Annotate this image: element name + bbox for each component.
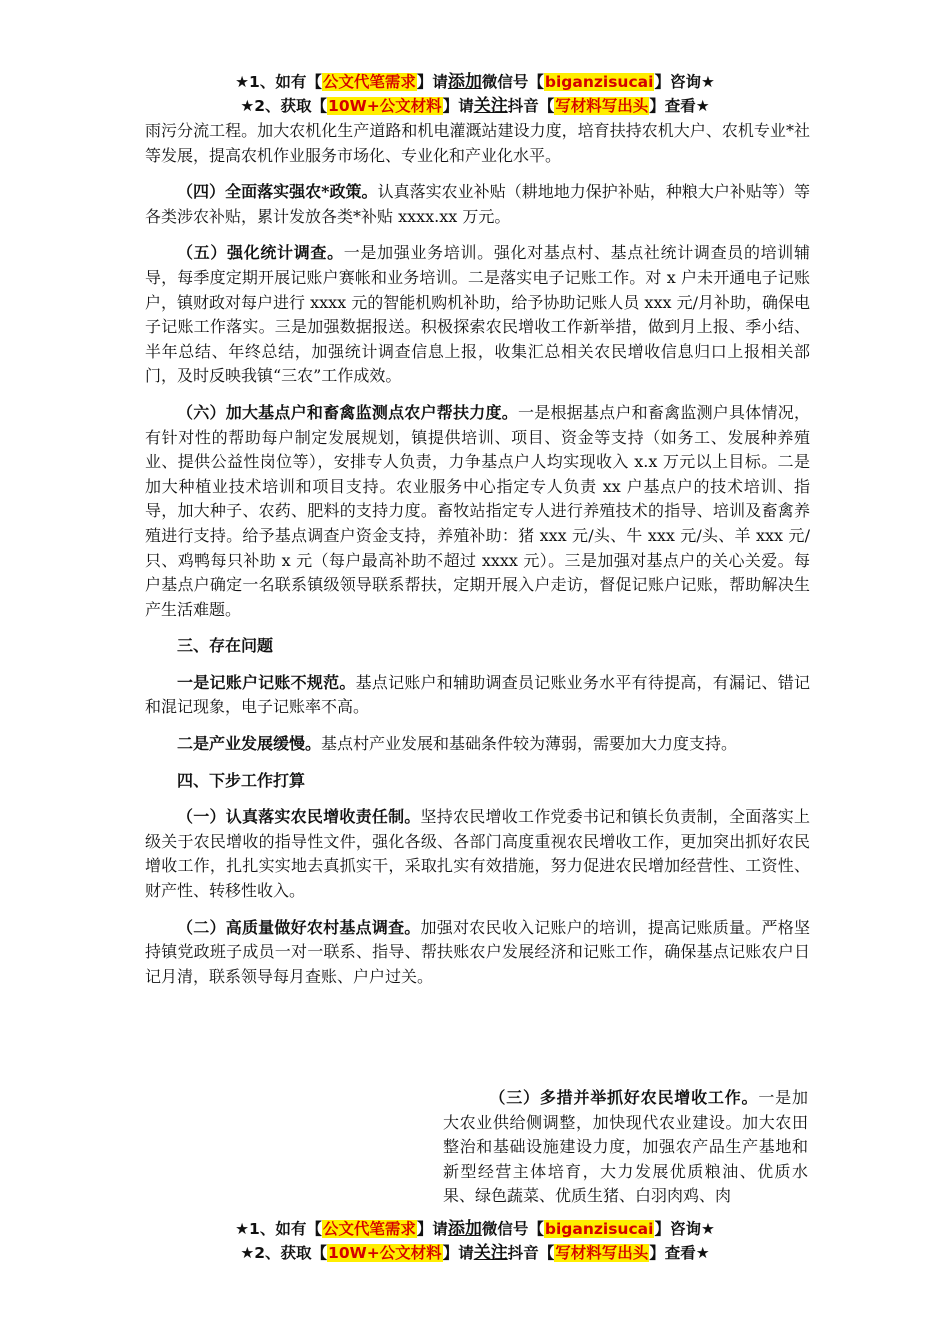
paragraph-heading: （五）强化统计调查。 bbox=[177, 243, 344, 263]
paragraph bbox=[145, 916, 810, 990]
paragraph-text: 加强对农民收入记账户的培训，提高记账质量。严格坚持镇党政班子成员一对一联系、指导、帮扶账农户发展经济和记账工作，确保基点记账农户日记月清，联系领导每月查账、户户过关。 bbox=[145, 917, 810, 986]
document-body bbox=[145, 119, 810, 1001]
promo-text: 】请 bbox=[442, 97, 474, 115]
paragraph-text: 基点村产业发展和基础条件较为薄弱，需要加大力度支持。 bbox=[321, 734, 738, 754]
promo-text: 抖音【 bbox=[507, 1244, 555, 1262]
promo-text: ★2、获取【 bbox=[240, 97, 328, 115]
promo-text: 】咨询★ bbox=[654, 73, 715, 91]
paragraph bbox=[145, 119, 810, 168]
wechat-id: biganzisucai bbox=[544, 1220, 654, 1238]
promo-line-1 bbox=[0, 1217, 950, 1241]
paragraph-heading: （一）认真落实农民增收责任制。 bbox=[177, 807, 421, 827]
promo-text: 】查看★ bbox=[649, 97, 710, 115]
paragraph bbox=[145, 732, 810, 757]
promo-text: ★1、如有【 bbox=[235, 73, 322, 91]
paragraph-text: 雨污分流工程。加大农机化生产道路和机电灌溉站建设力度，培育扶持农机大户、农机专业*社等发展，提高农机作业服务市场化、专业化和产业化水平。 bbox=[145, 121, 810, 165]
promo-text: ★1、如有【 bbox=[235, 1220, 322, 1238]
paragraph-text: 一是加大农业供给侧调整，加快现代农业建设。加大农田整治和基础设施建设力度，加强农产品生产基地和新型经营主体培育，大力发展优质粮油、优质水果、绿色蔬菜、优质生猪、白羽肉鸡、肉 bbox=[443, 1088, 808, 1206]
promo-highlight: 公文代笔需求 bbox=[322, 73, 416, 91]
promo-text: 】请 bbox=[442, 1244, 474, 1262]
promo-line-2 bbox=[0, 94, 950, 118]
promo-text: 微信号【 bbox=[481, 1220, 544, 1238]
paragraph bbox=[443, 1086, 808, 1209]
promo-text: 抖音【 bbox=[507, 97, 555, 115]
paragraph-text: 坚持农民增收工作党委书记和镇长负责制，全面落实上级关于农民增收的指导性文件，强化各级、各部门高度重视农民增收工作，更加突出抓好农民增收工作，扎扎实实地去真抓实干，采取扎实有效措施，努力促进农民增加经营性、工资性、财产性、转移性收入。 bbox=[145, 807, 810, 901]
paragraph-heading: （六）加大基点户和畜禽监测点农户帮扶力度。 bbox=[177, 402, 518, 422]
paragraph bbox=[145, 671, 810, 720]
promo-highlight: 10W+公文材料 bbox=[328, 1244, 442, 1262]
douyin-id: 写材料写出头 bbox=[555, 1244, 649, 1262]
paragraph-text: 一是加强业务培训。强化对基点村、基点社统计调查员的培训辅导，每季度定期开展记账户赛帐和业务培训。二是落实电子记账工作。对 x 户未开通电子记账户，镇财政对每户进行 xxxx 元的智能机购机补助，给予协助记账人员 xxx 元/月补助，确保电子记账工作落实。三是加强数据报送。积极探索农民增收工作新举措，做到月上报、季小结、半年总结、年终总结，加强统计调查信息上报，收集汇总相关农民增收信息归口上报相关部门，及时反映我镇“三农”工作成效。 bbox=[145, 243, 810, 386]
promo-text: 】请 bbox=[416, 1220, 448, 1238]
promo-text: 】咨询★ bbox=[654, 1220, 715, 1238]
paragraph-text: 认真落实农业补贴（耕地地力保护补贴，种粮大户补贴等）等各类涉农补贴，累计发放各类*补贴 xxxx.xx 万元。 bbox=[145, 182, 810, 226]
overflow-paragraph bbox=[443, 1086, 808, 1209]
promo-text: ★2、获取【 bbox=[240, 1244, 328, 1262]
promo-emphasis: 关注 bbox=[473, 96, 508, 116]
section-heading: 四、下步工作打算 bbox=[177, 770, 306, 790]
promo-line-2 bbox=[0, 1241, 950, 1265]
promo-emphasis: 添加 bbox=[447, 1219, 482, 1239]
paragraph-text: 基点记账户和辅助调查员记账业务水平有待提高，有漏记、错记和混记现象，电子记账率不高。 bbox=[145, 672, 810, 717]
paragraph-heading: （二）高质量做好农村基点调查。 bbox=[177, 917, 421, 937]
promo-text: 微信号【 bbox=[481, 73, 544, 91]
promo-highlight: 10W+公文材料 bbox=[328, 97, 442, 115]
paragraph bbox=[145, 401, 810, 622]
promo-highlight: 公文代笔需求 bbox=[322, 1220, 416, 1238]
promo-text: 】查看★ bbox=[649, 1244, 710, 1262]
paragraph-heading: （三）多措并举抓好农民增收工作。 bbox=[489, 1088, 759, 1107]
paragraph-heading: 一是记账户记账不规范。 bbox=[177, 672, 356, 692]
paragraph bbox=[145, 241, 810, 389]
wechat-id: biganzisucai bbox=[544, 73, 654, 91]
paragraph bbox=[145, 805, 810, 903]
promo-emphasis: 添加 bbox=[447, 72, 482, 92]
douyin-id: 写材料写出头 bbox=[555, 97, 649, 115]
promo-line-1 bbox=[0, 70, 950, 94]
promo-banner-top bbox=[0, 70, 950, 118]
paragraph bbox=[145, 180, 810, 229]
paragraph-text: 一是根据基点户和畜禽监测户具体情况，有针对性的帮助每户制定发展规划，镇提供培训、项目、资金等支持（如务工、发展种养殖业、提供公益性岗位等），安排专人负责，力争基点户人均实现收入 x.x 万元以上目标。二是加大种植业技术培训和项目支持。农业服务中心指定专人负责 xx 户基点户的技术培训、指导，加大种子、农药、肥料的支持力度。畜牧站指定专人进行养殖技术的指导、培训及畜禽养殖进行支持。给予基点调查户资金支持，养殖补助：猪 xxx 元/头、牛 xxx 元/头、羊 xxx 元/只、鸡鸭每只补助 x 元（每户最高补助不超过 xxxx 元）。三是加强对基点户的关心关爱。每户基点户确定一名联系镇级领导联系帮扶，定期开展入户走访，督促记账户记账，帮助解决生产生活难题。 bbox=[145, 402, 810, 619]
promo-emphasis: 关注 bbox=[473, 1243, 508, 1263]
paragraph-heading: （四）全面落实强农*政策。 bbox=[177, 182, 378, 202]
promo-banner-bottom bbox=[0, 1217, 950, 1265]
paragraph-heading: 二是产业发展缓慢。 bbox=[177, 734, 322, 754]
promo-text: 】请 bbox=[416, 73, 448, 91]
section-heading: 三、存在问题 bbox=[177, 636, 274, 656]
